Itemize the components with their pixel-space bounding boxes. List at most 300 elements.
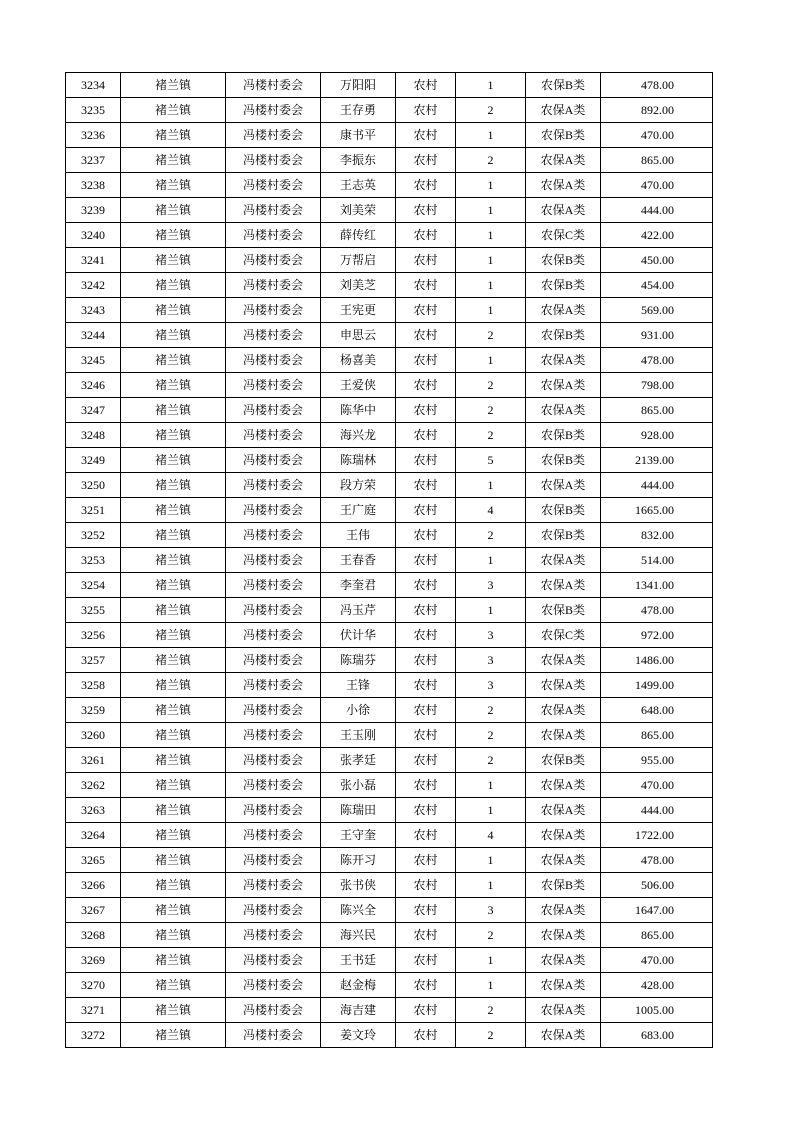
cell-amount: 832.00 (601, 523, 713, 548)
cell-household-type: 农村 (396, 748, 456, 773)
cell-amount: 1647.00 (601, 898, 713, 923)
cell-serial-number: 3245 (66, 348, 121, 373)
cell-person-count: 1 (456, 198, 526, 223)
cell-serial-number: 3237 (66, 148, 121, 173)
cell-household-type: 农村 (396, 598, 456, 623)
cell-person-count: 1 (456, 848, 526, 873)
cell-household-type: 农村 (396, 923, 456, 948)
cell-village-committee: 冯楼村委会 (226, 723, 321, 748)
table-row (66, 623, 713, 648)
cell-serial-number: 3248 (66, 423, 121, 448)
cell-serial-number: 3234 (66, 73, 121, 98)
cell-household-type: 农村 (396, 823, 456, 848)
cell-town: 褚兰镇 (121, 423, 226, 448)
cell-town: 褚兰镇 (121, 498, 226, 523)
table-row (66, 873, 713, 898)
cell-person-name: 伏计华 (321, 623, 396, 648)
cell-insurance-category: 农保A类 (526, 823, 601, 848)
cell-village-committee: 冯楼村委会 (226, 748, 321, 773)
cell-village-committee: 冯楼村委会 (226, 173, 321, 198)
cell-serial-number: 3259 (66, 698, 121, 723)
cell-person-count: 1 (456, 173, 526, 198)
cell-serial-number: 3257 (66, 648, 121, 673)
cell-person-count: 2 (456, 748, 526, 773)
cell-insurance-category: 农保A类 (526, 798, 601, 823)
cell-village-committee: 冯楼村委会 (226, 548, 321, 573)
cell-serial-number: 3238 (66, 173, 121, 198)
cell-amount: 865.00 (601, 723, 713, 748)
cell-person-name: 陈瑞芬 (321, 648, 396, 673)
cell-village-committee: 冯楼村委会 (226, 798, 321, 823)
table-row (66, 673, 713, 698)
table-row (66, 98, 713, 123)
cell-insurance-category: 农保A类 (526, 698, 601, 723)
cell-amount: 514.00 (601, 548, 713, 573)
table-row (66, 148, 713, 173)
cell-person-name: 王春香 (321, 548, 396, 573)
cell-household-type: 农村 (396, 123, 456, 148)
table-row (66, 923, 713, 948)
cell-insurance-category: 农保A类 (526, 98, 601, 123)
cell-serial-number: 3260 (66, 723, 121, 748)
cell-village-committee: 冯楼村委会 (226, 448, 321, 473)
table-row (66, 798, 713, 823)
cell-village-committee: 冯楼村委会 (226, 398, 321, 423)
cell-amount: 865.00 (601, 148, 713, 173)
cell-amount: 454.00 (601, 273, 713, 298)
cell-insurance-category: 农保A类 (526, 348, 601, 373)
cell-insurance-category: 农保A类 (526, 198, 601, 223)
cell-person-count: 2 (456, 98, 526, 123)
cell-amount: 422.00 (601, 223, 713, 248)
cell-person-count: 1 (456, 773, 526, 798)
cell-serial-number: 3263 (66, 798, 121, 823)
cell-village-committee: 冯楼村委会 (226, 648, 321, 673)
cell-person-name: 海吉建 (321, 998, 396, 1023)
cell-village-committee: 冯楼村委会 (226, 923, 321, 948)
cell-insurance-category: 农保B类 (526, 323, 601, 348)
cell-insurance-category: 农保B类 (526, 123, 601, 148)
cell-serial-number: 3270 (66, 973, 121, 998)
cell-household-type: 农村 (396, 773, 456, 798)
table-row (66, 998, 713, 1023)
cell-amount: 478.00 (601, 73, 713, 98)
cell-village-committee: 冯楼村委会 (226, 948, 321, 973)
table-row (66, 223, 713, 248)
cell-person-name: 王伟 (321, 523, 396, 548)
cell-amount: 892.00 (601, 98, 713, 123)
cell-serial-number: 3261 (66, 748, 121, 773)
cell-person-name: 陈瑞田 (321, 798, 396, 823)
cell-amount: 1486.00 (601, 648, 713, 673)
cell-serial-number: 3250 (66, 473, 121, 498)
cell-person-name: 康书平 (321, 123, 396, 148)
cell-amount: 955.00 (601, 748, 713, 773)
cell-person-count: 2 (456, 723, 526, 748)
table-row (66, 173, 713, 198)
cell-town: 褚兰镇 (121, 673, 226, 698)
cell-amount: 450.00 (601, 248, 713, 273)
cell-village-committee: 冯楼村委会 (226, 148, 321, 173)
cell-household-type: 农村 (396, 323, 456, 348)
cell-household-type: 农村 (396, 798, 456, 823)
cell-amount: 928.00 (601, 423, 713, 448)
cell-household-type: 农村 (396, 648, 456, 673)
cell-person-count: 1 (456, 548, 526, 573)
cell-village-committee: 冯楼村委会 (226, 373, 321, 398)
cell-household-type: 农村 (396, 973, 456, 998)
cell-amount: 470.00 (601, 173, 713, 198)
cell-person-name: 王玉刚 (321, 723, 396, 748)
cell-amount: 648.00 (601, 698, 713, 723)
cell-town: 褚兰镇 (121, 573, 226, 598)
cell-town: 褚兰镇 (121, 848, 226, 873)
cell-person-name: 海兴民 (321, 923, 396, 948)
cell-insurance-category: 农保C类 (526, 223, 601, 248)
cell-person-count: 2 (456, 523, 526, 548)
cell-amount: 444.00 (601, 798, 713, 823)
cell-village-committee: 冯楼村委会 (226, 248, 321, 273)
cell-amount: 972.00 (601, 623, 713, 648)
cell-person-name: 陈兴全 (321, 898, 396, 923)
cell-amount: 865.00 (601, 398, 713, 423)
cell-amount: 470.00 (601, 773, 713, 798)
cell-person-name: 姜文玲 (321, 1023, 396, 1048)
cell-town: 褚兰镇 (121, 1023, 226, 1048)
cell-household-type: 农村 (396, 423, 456, 448)
cell-village-committee: 冯楼村委会 (226, 123, 321, 148)
cell-town: 褚兰镇 (121, 323, 226, 348)
cell-household-type: 农村 (396, 148, 456, 173)
cell-town: 褚兰镇 (121, 923, 226, 948)
cell-village-committee: 冯楼村委会 (226, 298, 321, 323)
cell-person-count: 2 (456, 148, 526, 173)
cell-household-type: 农村 (396, 848, 456, 873)
cell-person-count: 1 (456, 973, 526, 998)
cell-insurance-category: 农保A类 (526, 673, 601, 698)
cell-serial-number: 3255 (66, 598, 121, 623)
cell-town: 褚兰镇 (121, 448, 226, 473)
cell-amount: 2139.00 (601, 448, 713, 473)
cell-town: 褚兰镇 (121, 798, 226, 823)
table-row (66, 423, 713, 448)
cell-serial-number: 3262 (66, 773, 121, 798)
cell-insurance-category: 农保A类 (526, 773, 601, 798)
table-row (66, 948, 713, 973)
cell-insurance-category: 农保A类 (526, 998, 601, 1023)
cell-person-count: 1 (456, 798, 526, 823)
cell-village-committee: 冯楼村委会 (226, 848, 321, 873)
cell-village-committee: 冯楼村委会 (226, 898, 321, 923)
cell-insurance-category: 农保A类 (526, 148, 601, 173)
cell-amount: 470.00 (601, 948, 713, 973)
cell-village-committee: 冯楼村委会 (226, 623, 321, 648)
cell-serial-number: 3239 (66, 198, 121, 223)
table-body (66, 73, 713, 1048)
cell-serial-number: 3246 (66, 373, 121, 398)
welfare-payment-table (65, 72, 713, 1048)
cell-household-type: 农村 (396, 723, 456, 748)
cell-village-committee: 冯楼村委会 (226, 98, 321, 123)
cell-person-count: 2 (456, 698, 526, 723)
cell-person-count: 1 (456, 123, 526, 148)
cell-household-type: 农村 (396, 1023, 456, 1048)
cell-person-name: 王锋 (321, 673, 396, 698)
cell-amount: 798.00 (601, 373, 713, 398)
table-row (66, 773, 713, 798)
cell-person-count: 2 (456, 373, 526, 398)
cell-person-name: 王爱侠 (321, 373, 396, 398)
cell-serial-number: 3240 (66, 223, 121, 248)
cell-serial-number: 3243 (66, 298, 121, 323)
cell-town: 褚兰镇 (121, 823, 226, 848)
cell-serial-number: 3253 (66, 548, 121, 573)
table-row (66, 498, 713, 523)
cell-town: 褚兰镇 (121, 348, 226, 373)
cell-person-name: 海兴龙 (321, 423, 396, 448)
cell-village-committee: 冯楼村委会 (226, 523, 321, 548)
cell-person-name: 赵金梅 (321, 973, 396, 998)
cell-town: 褚兰镇 (121, 523, 226, 548)
cell-serial-number: 3241 (66, 248, 121, 273)
cell-person-count: 5 (456, 448, 526, 473)
cell-person-name: 张小磊 (321, 773, 396, 798)
cell-household-type: 农村 (396, 73, 456, 98)
cell-amount: 1341.00 (601, 573, 713, 598)
cell-town: 褚兰镇 (121, 98, 226, 123)
cell-town: 褚兰镇 (121, 548, 226, 573)
cell-insurance-category: 农保A类 (526, 923, 601, 948)
table-row (66, 1023, 713, 1048)
cell-person-name: 王书廷 (321, 948, 396, 973)
cell-person-count: 2 (456, 423, 526, 448)
cell-insurance-category: 农保A类 (526, 573, 601, 598)
cell-insurance-category: 农保B类 (526, 873, 601, 898)
cell-town: 褚兰镇 (121, 298, 226, 323)
cell-person-count: 1 (456, 948, 526, 973)
table-row (66, 248, 713, 273)
cell-town: 褚兰镇 (121, 723, 226, 748)
cell-serial-number: 3256 (66, 623, 121, 648)
cell-person-count: 1 (456, 73, 526, 98)
cell-person-name: 李振东 (321, 148, 396, 173)
cell-town: 褚兰镇 (121, 698, 226, 723)
cell-amount: 478.00 (601, 348, 713, 373)
cell-household-type: 农村 (396, 173, 456, 198)
cell-town: 褚兰镇 (121, 873, 226, 898)
cell-person-name: 张孝廷 (321, 748, 396, 773)
cell-serial-number: 3264 (66, 823, 121, 848)
cell-amount: 1499.00 (601, 673, 713, 698)
cell-village-committee: 冯楼村委会 (226, 998, 321, 1023)
cell-person-count: 1 (456, 348, 526, 373)
cell-town: 褚兰镇 (121, 198, 226, 223)
cell-insurance-category: 农保A类 (526, 948, 601, 973)
cell-insurance-category: 农保A类 (526, 723, 601, 748)
cell-insurance-category: 农保B类 (526, 448, 601, 473)
cell-person-name: 刘美芝 (321, 273, 396, 298)
cell-village-committee: 冯楼村委会 (226, 273, 321, 298)
cell-person-count: 2 (456, 998, 526, 1023)
cell-serial-number: 3242 (66, 273, 121, 298)
cell-insurance-category: 农保A类 (526, 373, 601, 398)
table-row (66, 398, 713, 423)
cell-person-count: 3 (456, 648, 526, 673)
cell-amount: 478.00 (601, 598, 713, 623)
cell-person-count: 1 (456, 873, 526, 898)
table-row (66, 73, 713, 98)
cell-village-committee: 冯楼村委会 (226, 973, 321, 998)
cell-household-type: 农村 (396, 698, 456, 723)
cell-amount: 444.00 (601, 198, 713, 223)
cell-person-name: 王存勇 (321, 98, 396, 123)
cell-household-type: 农村 (396, 273, 456, 298)
table-row (66, 898, 713, 923)
cell-village-committee: 冯楼村委会 (226, 673, 321, 698)
cell-person-count: 2 (456, 323, 526, 348)
cell-insurance-category: 农保B类 (526, 423, 601, 448)
cell-town: 褚兰镇 (121, 373, 226, 398)
cell-insurance-category: 农保B类 (526, 598, 601, 623)
cell-person-name: 张书侠 (321, 873, 396, 898)
cell-insurance-category: 农保B类 (526, 498, 601, 523)
cell-town: 褚兰镇 (121, 73, 226, 98)
cell-person-count: 3 (456, 898, 526, 923)
cell-serial-number: 3267 (66, 898, 121, 923)
cell-serial-number: 3236 (66, 123, 121, 148)
table-row (66, 548, 713, 573)
table-row (66, 123, 713, 148)
cell-village-committee: 冯楼村委会 (226, 323, 321, 348)
cell-town: 褚兰镇 (121, 473, 226, 498)
cell-insurance-category: 农保B类 (526, 748, 601, 773)
cell-serial-number: 3254 (66, 573, 121, 598)
cell-person-name: 王广庭 (321, 498, 396, 523)
cell-amount: 444.00 (601, 473, 713, 498)
cell-amount: 428.00 (601, 973, 713, 998)
cell-insurance-category: 农保B类 (526, 273, 601, 298)
cell-town: 褚兰镇 (121, 648, 226, 673)
cell-insurance-category: 农保A类 (526, 1023, 601, 1048)
cell-village-committee: 冯楼村委会 (226, 473, 321, 498)
cell-household-type: 农村 (396, 898, 456, 923)
cell-serial-number: 3266 (66, 873, 121, 898)
cell-village-committee: 冯楼村委会 (226, 348, 321, 373)
table-row (66, 848, 713, 873)
table-row (66, 723, 713, 748)
cell-village-committee: 冯楼村委会 (226, 423, 321, 448)
cell-person-name: 陈瑞林 (321, 448, 396, 473)
cell-serial-number: 3272 (66, 1023, 121, 1048)
table-row (66, 323, 713, 348)
cell-insurance-category: 农保A类 (526, 648, 601, 673)
cell-household-type: 农村 (396, 398, 456, 423)
cell-town: 褚兰镇 (121, 748, 226, 773)
cell-town: 褚兰镇 (121, 123, 226, 148)
cell-person-count: 2 (456, 923, 526, 948)
cell-person-name: 王宪更 (321, 298, 396, 323)
cell-insurance-category: 农保A类 (526, 173, 601, 198)
cell-person-name: 冯玉芹 (321, 598, 396, 623)
table-row (66, 198, 713, 223)
cell-household-type: 农村 (396, 523, 456, 548)
cell-serial-number: 3244 (66, 323, 121, 348)
cell-person-name: 陈开习 (321, 848, 396, 873)
cell-town: 褚兰镇 (121, 148, 226, 173)
cell-serial-number: 3265 (66, 848, 121, 873)
table-row (66, 748, 713, 773)
cell-insurance-category: 农保A类 (526, 398, 601, 423)
cell-household-type: 农村 (396, 573, 456, 598)
cell-town: 褚兰镇 (121, 173, 226, 198)
cell-town: 褚兰镇 (121, 598, 226, 623)
cell-insurance-category: 农保A类 (526, 848, 601, 873)
cell-person-name: 王守奎 (321, 823, 396, 848)
cell-village-committee: 冯楼村委会 (226, 598, 321, 623)
cell-person-name: 申思云 (321, 323, 396, 348)
cell-insurance-category: 农保A类 (526, 898, 601, 923)
cell-household-type: 农村 (396, 673, 456, 698)
cell-village-committee: 冯楼村委会 (226, 73, 321, 98)
cell-town: 褚兰镇 (121, 898, 226, 923)
cell-person-count: 1 (456, 598, 526, 623)
cell-amount: 506.00 (601, 873, 713, 898)
cell-serial-number: 3271 (66, 998, 121, 1023)
cell-household-type: 农村 (396, 998, 456, 1023)
cell-village-committee: 冯楼村委会 (226, 498, 321, 523)
cell-insurance-category: 农保B类 (526, 248, 601, 273)
cell-village-committee: 冯楼村委会 (226, 823, 321, 848)
cell-town: 褚兰镇 (121, 398, 226, 423)
cell-village-committee: 冯楼村委会 (226, 873, 321, 898)
cell-amount: 865.00 (601, 923, 713, 948)
cell-person-name: 万阳阳 (321, 73, 396, 98)
cell-village-committee: 冯楼村委会 (226, 573, 321, 598)
cell-amount: 931.00 (601, 323, 713, 348)
cell-serial-number: 3235 (66, 98, 121, 123)
cell-person-count: 1 (456, 298, 526, 323)
cell-person-name: 万帮启 (321, 248, 396, 273)
cell-insurance-category: 农保A类 (526, 973, 601, 998)
cell-person-name: 薛传红 (321, 223, 396, 248)
cell-town: 褚兰镇 (121, 248, 226, 273)
cell-household-type: 农村 (396, 298, 456, 323)
cell-amount: 1722.00 (601, 823, 713, 848)
cell-village-committee: 冯楼村委会 (226, 773, 321, 798)
cell-person-name: 刘美荣 (321, 198, 396, 223)
cell-village-committee: 冯楼村委会 (226, 698, 321, 723)
table-row (66, 973, 713, 998)
cell-serial-number: 3247 (66, 398, 121, 423)
cell-town: 褚兰镇 (121, 973, 226, 998)
cell-person-count: 2 (456, 1023, 526, 1048)
cell-household-type: 农村 (396, 548, 456, 573)
cell-serial-number: 3268 (66, 923, 121, 948)
cell-person-count: 1 (456, 248, 526, 273)
cell-town: 褚兰镇 (121, 273, 226, 298)
cell-town: 褚兰镇 (121, 223, 226, 248)
cell-household-type: 农村 (396, 623, 456, 648)
cell-amount: 569.00 (601, 298, 713, 323)
table-row (66, 298, 713, 323)
cell-person-count: 3 (456, 573, 526, 598)
cell-person-name: 杨喜美 (321, 348, 396, 373)
cell-person-count: 1 (456, 223, 526, 248)
cell-serial-number: 3251 (66, 498, 121, 523)
table-row (66, 448, 713, 473)
table-row (66, 373, 713, 398)
cell-person-count: 4 (456, 823, 526, 848)
